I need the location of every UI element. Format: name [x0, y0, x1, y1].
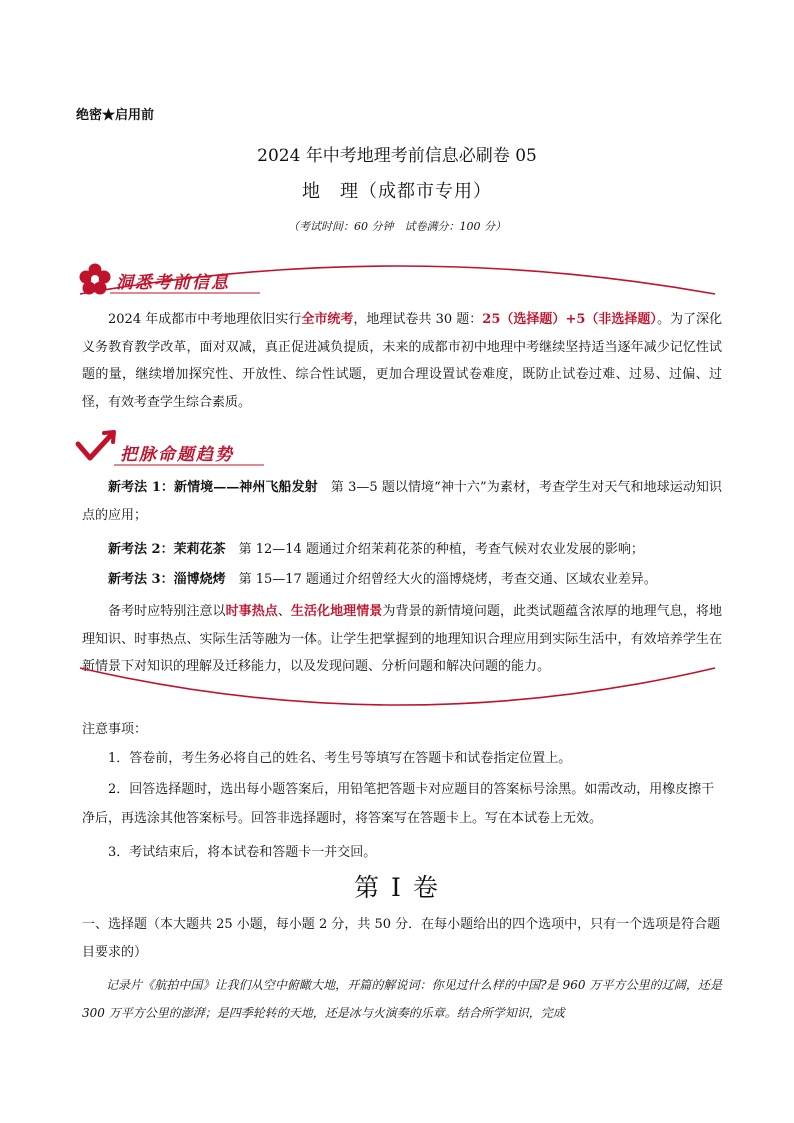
info-text-a: 2024 年成都市中考地理依旧实行 — [108, 312, 302, 327]
notice-heading: 注意事项： — [82, 722, 148, 737]
trend-item-text: 第 15—17 题通过介绍曾经大火的淄博烧烤，考查交通、区域农业差异。 — [225, 572, 657, 587]
closing-text-c: 、 — [277, 604, 291, 619]
confidential-label: 绝密★启用前 — [76, 108, 155, 123]
notice-item-1: 1．答卷前，考生务必将自己的姓名、考生号等填写在答题卡和试卷指定位置上。 — [108, 751, 572, 766]
trend-item-label: 新考法 3：淄博烧烤 — [108, 572, 226, 587]
section-heading-trend: 把脉命题趋势 — [120, 445, 234, 465]
trend-item-label: 新考法 1：新情境——神州飞船发射 — [108, 480, 318, 495]
closing-highlight-current-events: 时事热点 — [225, 604, 278, 619]
closing-text-e: 为背景的新情境问题，此类试题蕴含浓厚的地理气息，将地理知识、时事热点、实际生活等融为一体。让学生把掌握到的地理知识合理应用到实际生活中，有效培养学生在新情景下对知识的理解及迁移能力，以及发现问题、分析问题和解决问题的能力。 — [82, 604, 722, 674]
notice-item-3: 3．考试结束后，将本试卷和答题卡一并交回。 — [108, 845, 377, 860]
trend-arrow-icon — [74, 430, 118, 464]
trend-item-label: 新考法 2：茉莉花茶 — [108, 542, 226, 557]
heading-underline — [110, 290, 270, 296]
trend-item-text: 第 12—14 题通过介绍茉莉花茶的种植，考查气候对农业发展的影响； — [225, 542, 644, 557]
info-paragraph — [82, 306, 722, 416]
flower-icon — [78, 262, 112, 296]
trend-item-2 — [82, 536, 722, 564]
question-section-intro: 一、选择题（本大题共 25 小题，每小题 2 分，共 50 分．在每小题给出的四个选项中，只有一个选项是符合题目要求的） — [82, 917, 721, 960]
exam-title: 2024 年中考地理考前信息必刷卷 05 — [257, 146, 537, 166]
info-highlight-unified-exam: 全市统考 — [301, 312, 354, 327]
info-text-e: 。为了深化义务教育教学改革，面对双减，真正促进减负提质，未来的成都市初中地理中考继续坚持适当逐年减少记忆性试题的量，继续增加探究性、开放性、综合性试题，更加合理设置试卷难度，既防止试卷过难、过易、过偏、过怪，有效考查学生综合素质。 — [82, 312, 722, 410]
trend-item-1 — [82, 474, 722, 529]
notice-item-2: 2．回答选择题时，选出每小题答案后，用铅笔把答题卡对应题目的答案标号涂黑。如需改动，用橡皮擦干净后，再选涂其他答案标号。回答非选择题时，将答案写在答题卡上。写在本试卷上无效。 — [82, 782, 715, 826]
trend-item-text: 第 3—5 题以情境“神十六”为素材，考查学生对天气和地球运动知识点的应用； — [82, 480, 722, 523]
closing-highlight-life-scenes: 生活化地理情景 — [290, 604, 383, 619]
heading-underline — [114, 462, 274, 468]
info-text-c: ，地理试卷共 30 题： — [353, 312, 483, 327]
closing-text-a: 备考时应特别注意以 — [108, 604, 226, 619]
exam-subtitle: 地 理（成都市专用） — [302, 181, 492, 202]
bottom-arc-divider — [0, 664, 794, 714]
part-title: 第 I 卷 — [354, 873, 440, 902]
trend-item-3 — [82, 566, 722, 594]
exam-info: （考试时间：60 分钟 试卷满分：100 分） — [288, 220, 506, 233]
section-heading-info: 洞悉考前信息 — [116, 273, 230, 293]
info-highlight-question-count: 25（选择题）+5（非选择题） — [482, 312, 657, 327]
question-passage: 记录片《航拍中国》让我们从空中俯瞰大地，开篇的解说词：你见过什么样的中国?是 960 万平方公里的辽阔，还是 300 万平方公里的澎湃；是四季轮转的天地，还是冰与火演奏的乐章。结合所学知识，完成 — [82, 978, 722, 1020]
